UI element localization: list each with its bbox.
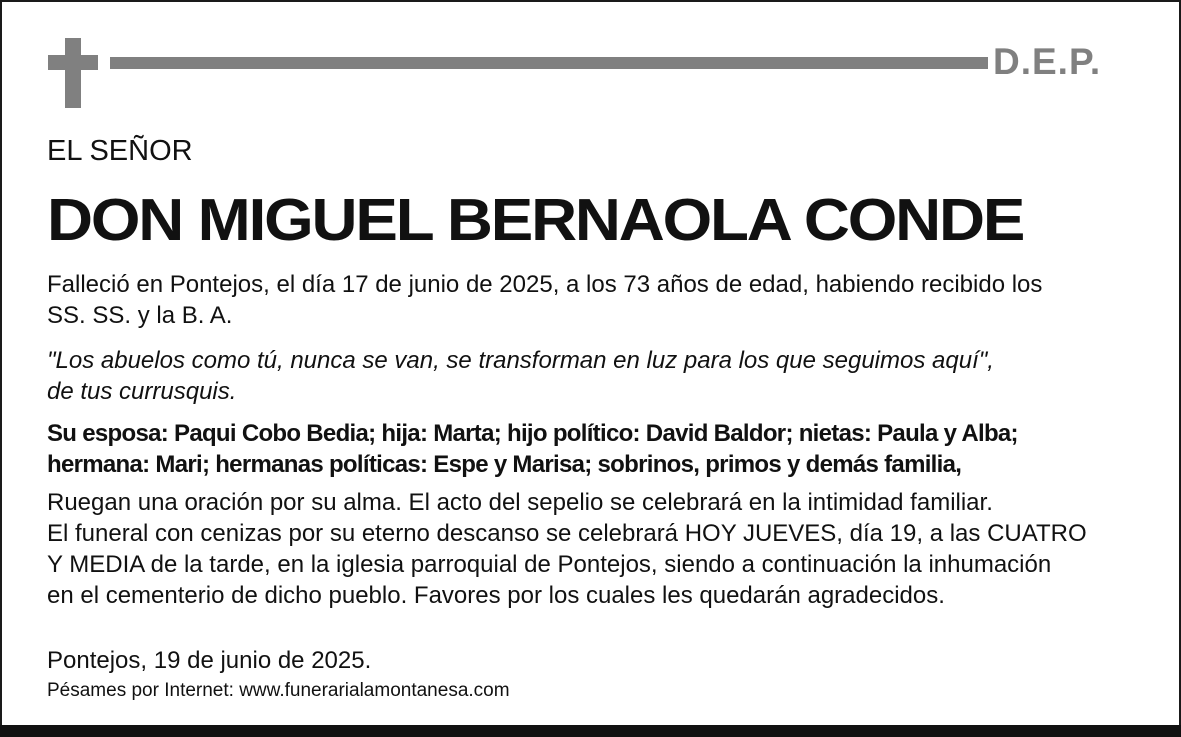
death-notice-line: SS. SS. y la B. A. — [47, 302, 233, 329]
intro-title: EL SEÑOR — [47, 135, 193, 167]
cross-icon — [65, 38, 81, 108]
dedication-quote — [47, 345, 994, 407]
ceremony-details — [47, 487, 1087, 611]
ceremony-line: El funeral con cenizas por su eterno descanso se celebrará HOY JUEVES, día 19, a las CUATRO — [47, 520, 1087, 547]
dedication-line: "Los abuelos como tú, nunca se van, se transforman en luz para los que seguimos aquí", — [47, 347, 994, 374]
death-notice-line: Falleció en Pontejos, el día 17 de junio de 2025, a los 73 años de edad, habiendo recibido los — [47, 271, 1043, 298]
death-notice — [47, 269, 1042, 331]
family-line: Su esposa: Paqui Cobo Bedia; hija: Marta; hijo político: David Baldor; nietas: Paula y Alba; — [47, 420, 1018, 447]
deceased-name: DON MIGUEL BERNAOLA CONDE — [47, 187, 1024, 253]
header-rule — [110, 57, 988, 69]
condolences-website: Pésames por Internet: www.funerarialamontanesa.com — [47, 680, 510, 701]
bottom-border — [0, 725, 1181, 737]
place-date: Pontejos, 19 de junio de 2025. — [47, 647, 372, 674]
dedication-line: de tus currusquis. — [47, 378, 237, 405]
cross-icon-arm — [48, 55, 98, 70]
ceremony-line: Y MEDIA de la tarde, en la iglesia parroquial de Pontejos, siendo a continuación la inhumación — [47, 551, 1052, 578]
ceremony-line: en el cementerio de dicho pueblo. Favores por los cuales les quedarán agradecidos. — [47, 582, 945, 609]
family-line: hermana: Mari; hermanas políticas: Espe y Marisa; sobrinos, primos y demás familia, — [47, 451, 962, 478]
family-list — [47, 418, 1018, 480]
dep-label: D.E.P. — [993, 41, 1102, 82]
ceremony-line: Ruegan una oración por su alma. El acto del sepelio se celebrará en la intimidad familiar. — [47, 489, 993, 516]
